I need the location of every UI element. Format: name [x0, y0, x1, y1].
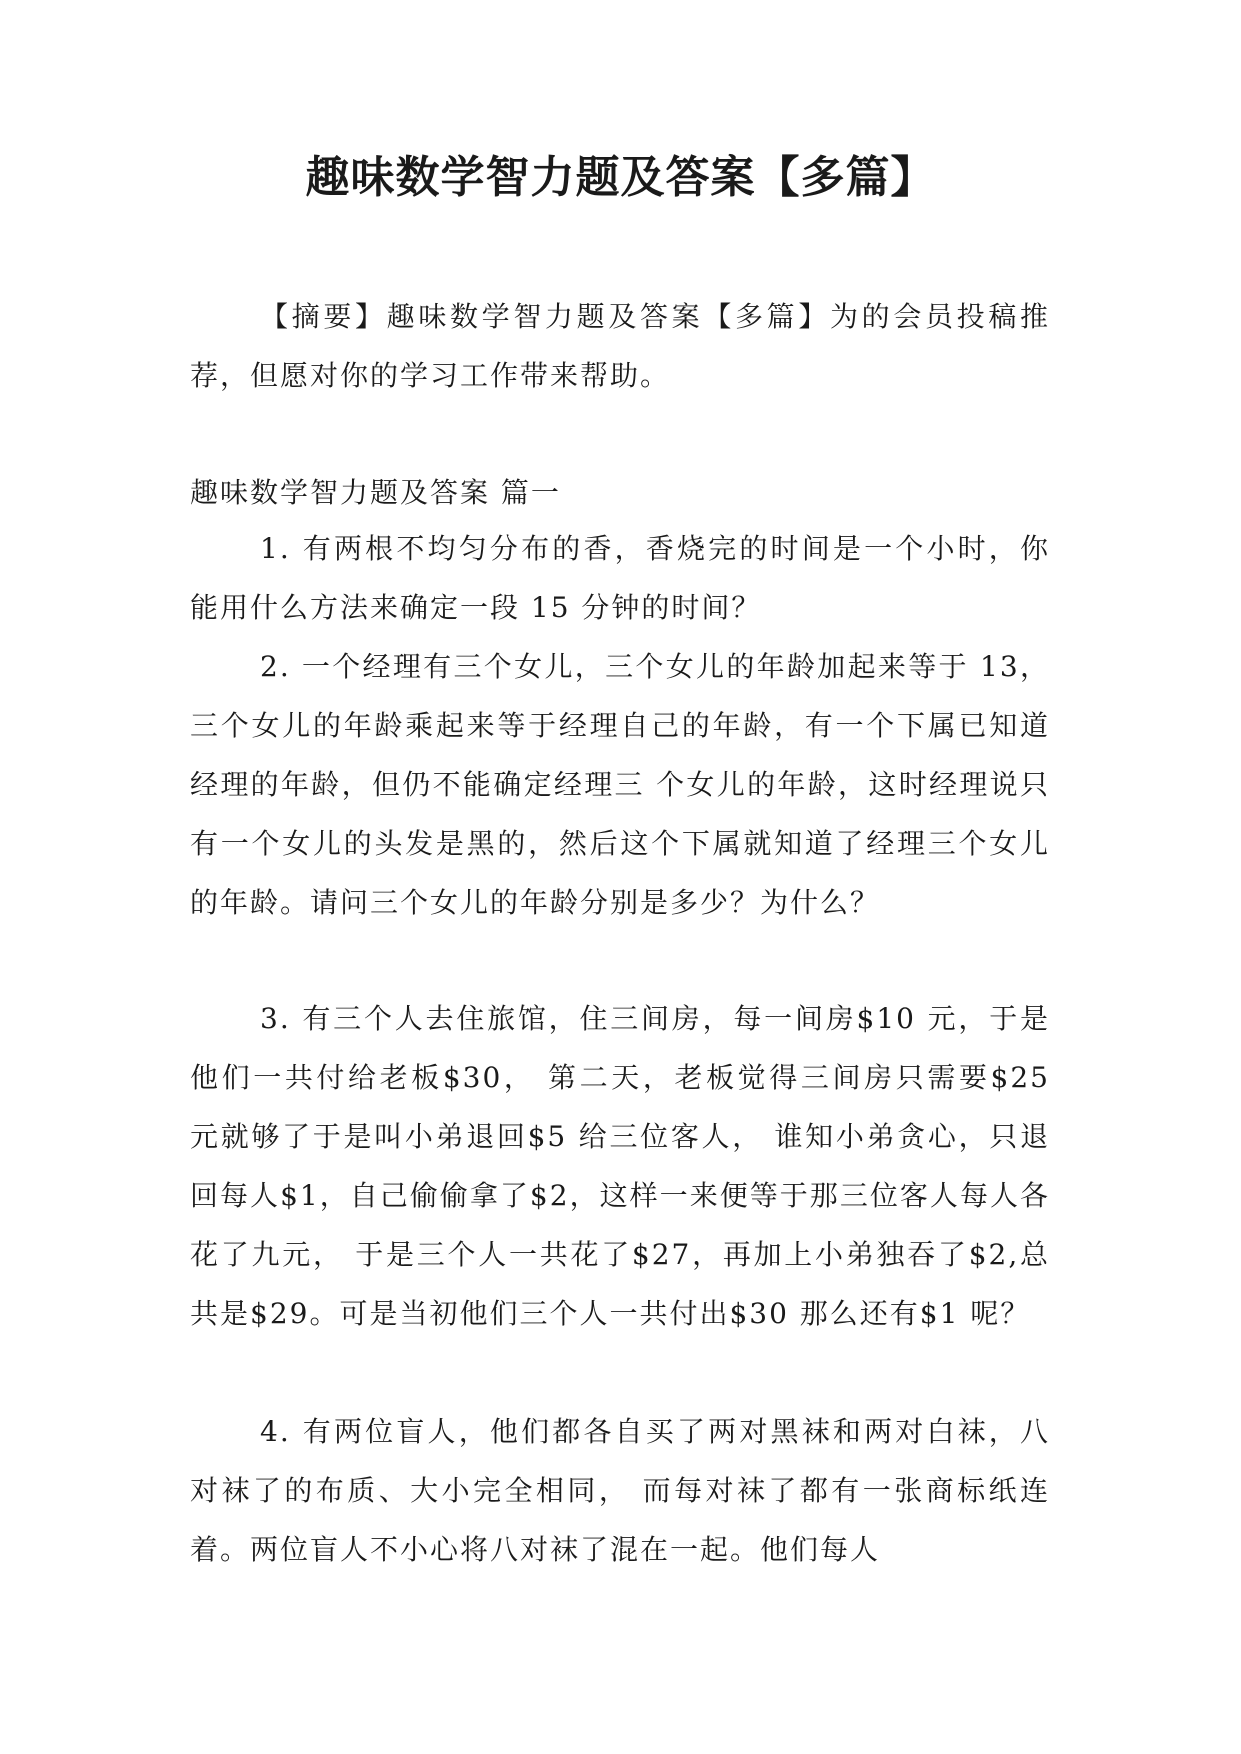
section-heading: 趣味数学智力题及答案 篇一: [190, 476, 561, 509]
abstract-paragraph: 【摘要】趣味数学智力题及答案【多篇】为的会员投稿推荐，但愿对你的学习工作带来帮助。: [190, 300, 1050, 392]
question-2: 2. 一个经理有三个女儿，三个女儿的年龄加起来等于 13，三个女儿的年龄乘起来等于经理自己的年龄，有一个下属已知道经理的年龄，但仍不能确定经理三 个女儿的年龄，这时经理说只有一个女儿的头发是黑的，然后这个下属就知道了经理三个女儿的年龄。请问三个女儿的年龄分别是多少？为什么？: [190, 650, 1050, 919]
question-4: 4. 有两位盲人，他们都各自买了两对黑袜和两对白袜，八对袜了的布质、大小完全相同， 而每对袜了都有一张商标纸连着。两位盲人不小心将八对袜了混在一起。他们每人: [190, 1415, 1050, 1566]
question-1: 1. 有两根不均匀分布的香，香烧完的时间是一个小时，你能用什么方法来确定一段 15 分钟的时间？: [190, 532, 1050, 624]
question-3: 3. 有三个人去住旅馆，住三间房，每一间房$10 元，于是他们一共付给老板$30， 第二天，老板觉得三间房只需要$25 元就够了于是叫小弟退回$5 给三位客人， 谁知小弟贪心，只退回每人$1，自己偷偷拿了$2，这样一来便等于那三位客人每人各花了九元， 于是三个人一共花了$27，再加上小弟独吞了$2,总共是$29。可是当初他们三个人一共付出$30 那么还有$1 呢？: [190, 1002, 1050, 1330]
document-title: 趣味数学智力题及答案【多篇】: [305, 152, 936, 203]
